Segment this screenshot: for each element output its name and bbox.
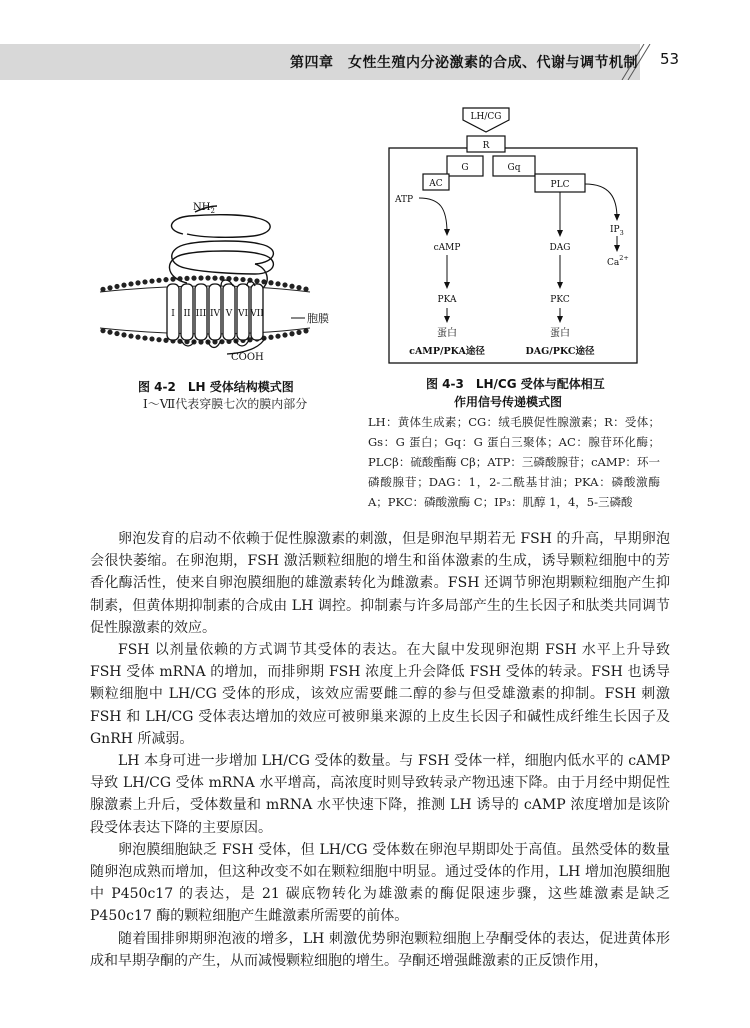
membrane-label: 胞膜 xyxy=(307,312,329,325)
lipid-head xyxy=(205,275,210,280)
figure-4-3-caption-line2: 作用信号传递模式图 xyxy=(454,395,563,409)
lipid-head xyxy=(163,277,168,282)
lipid-head xyxy=(121,332,126,337)
lipid-head xyxy=(128,281,133,286)
lipid-head xyxy=(135,280,140,285)
lipid-head xyxy=(156,337,161,342)
page-number: 53 xyxy=(660,50,680,68)
lipid-head xyxy=(254,278,259,283)
figure-4-2-subcaption: Ⅰ～Ⅶ代表穿膜七次的膜内部分 xyxy=(143,397,308,411)
g-protein-label: G xyxy=(461,163,469,173)
protein-left-label: 蛋白 xyxy=(437,328,457,339)
figure-4-2-lh-receptor-diagram xyxy=(95,188,355,368)
lipid-head xyxy=(135,335,140,340)
lipid-head xyxy=(107,285,112,290)
gq-protein-label: Gq xyxy=(507,163,521,173)
lipid-head xyxy=(233,276,238,281)
lipid-head xyxy=(170,277,175,282)
lipid-head xyxy=(282,282,287,287)
lipid-head xyxy=(100,328,105,333)
lipid-head xyxy=(100,287,105,292)
lipid-head xyxy=(142,335,147,340)
transmembrane-helices xyxy=(167,284,264,340)
figure-4-3-legend: LH：黄体生成素；CG：绒毛膜促性腺激素；R：受体；Gs：G 蛋白；Gq：G 蛋白三聚体；AC：腺苷环化酶；PLCβ：硫酸酯酶 Cβ；ATP：三磷酸腺苷；cAMP：环一磷酸腺苷；DAG：1，2-二酰基甘油；PKA：磷酸激酶 A；PKC：磷酸激酶 C；IP₃：肌醇 1，4，5-三磷酸 xyxy=(368,415,660,509)
lipid-head xyxy=(303,328,308,333)
helix-label-2: II xyxy=(183,309,191,319)
lipid-head xyxy=(121,283,126,288)
helix-label-3: III xyxy=(195,309,207,319)
lipid-head xyxy=(268,280,273,285)
figure-4-3-caption-line1: 图 4-3 LH/CG 受体与配体相互 xyxy=(426,377,605,391)
lipid-head xyxy=(156,278,161,283)
paragraph: 随着围排卵期卵泡液的增多，LH 刺激优势卵泡颗粒细胞上孕酮受体的表达，促进黄体形成和早期孕酮的产生，从而减慢颗粒细胞的增生。孕酮还增强雌激素的正反馈作用， xyxy=(90,930,670,969)
pka-label: PKA xyxy=(437,295,457,305)
helix-label-4: IV xyxy=(209,309,221,319)
pathway-left-label: cAMP/PKA途径 xyxy=(409,346,485,357)
figure-4-2-caption: 图 4-2 LH 受体结构模式图 xyxy=(138,380,294,394)
calcium-label: $Ca^{2+}$ xyxy=(607,254,629,268)
lipid-head xyxy=(184,276,189,281)
camp-label: cAMP xyxy=(433,243,461,253)
lipid-head xyxy=(275,281,280,286)
helix-label-5: V xyxy=(225,309,233,319)
lipid-head xyxy=(296,285,301,290)
lipid-head xyxy=(128,333,133,338)
lipid-head xyxy=(198,275,203,280)
lipid-head xyxy=(107,330,112,335)
ac-label: AC xyxy=(429,179,443,189)
pathway-right-label: DAG/PKC途径 xyxy=(525,346,595,357)
lhcg-label: LH/CG xyxy=(470,112,502,122)
lipid-head xyxy=(149,336,154,341)
lipid-head xyxy=(177,276,182,281)
lipid-head xyxy=(212,276,217,281)
body-text xyxy=(90,528,670,972)
figure-4-3-signalling-diagram xyxy=(385,98,645,370)
protein-right-label: 蛋白 xyxy=(550,328,570,339)
plc-label: PLC xyxy=(550,180,570,190)
lipid-head xyxy=(240,277,245,282)
lipid-head xyxy=(268,335,273,340)
lipid-head xyxy=(289,284,294,289)
lipid-head xyxy=(142,279,147,284)
helix-label-1: I xyxy=(171,309,175,319)
helix-label-7: VII xyxy=(250,309,264,319)
paragraph: 卵泡膜细胞缺乏 FSH 受体，但 LH/CG 受体数在卵泡早期即处于高值。虽然受体的数量随卵泡成熟而增加，但这种改变不如在颗粒细胞中明显。通过受体的作用，LH 增加泡膜细胞中 P450c17 的表达，是 21 碳底物转化为雄激素的酶促限速步骤，这些雄激素是缺乏 P450c17 酶的颗粒细胞产生雌激素所需要的前体。 xyxy=(90,841,670,925)
lipid-head xyxy=(289,331,294,336)
paragraph: FSH 以剂量依赖的方式调节其受体的表达。在大鼠中发现卵泡期 FSH 水平上升导致 FSH 受体 mRNA 的增加，而排卵期 FSH 浓度上升会降低 FSH 受体的转录。FSH 也诱导颗粒细胞中 LH/CG 受体的形成，该效应需要雌二醇的参与但受雄激素的抑制。FSH 刺激 FSH 和 LH/CG 受体表达增加的效应可被卵巢来源的上皮生长因子和碱性成纤维生长因子及 GnRH 所减弱。 xyxy=(90,642,670,747)
lipid-head xyxy=(261,279,266,284)
ip3-label: $IP_3$ xyxy=(610,225,624,237)
atp-label: ATP xyxy=(395,195,414,205)
lipid-head xyxy=(114,331,119,336)
cooh-label: COOH xyxy=(231,352,264,363)
lipid-head xyxy=(191,276,196,281)
extracellular-coil xyxy=(169,206,273,288)
dag-label: DAG xyxy=(549,243,571,253)
nh2-label: $NH_2$ xyxy=(193,202,215,215)
lipid-head xyxy=(149,278,154,283)
pkc-label: PKC xyxy=(550,295,570,305)
lipid-head xyxy=(296,330,301,335)
chapter-title: 第四章 女性生殖内分泌激素的合成、代谢与调节机制 xyxy=(290,55,638,71)
receptor-label: R xyxy=(482,141,490,151)
lipid-head xyxy=(282,332,287,337)
lipid-head xyxy=(275,334,280,339)
helix-label-6: VI xyxy=(237,309,249,319)
paragraph: LH 本身可进一步增加 LH/CG 受体的数量。与 FSH 受体一样，细胞内低水平的 cAMP 导致 LH/CG 受体 mRNA 水平增高，高浓度时则导致转录产物迅速下降。由于月经中期促性腺激素上升后，受体数量和 mRNA 水平快速下降，推测 LH 诱导的 cAMP 浓度增加是该阶段受体表达下降的主要原因。 xyxy=(90,753,670,836)
lipid-head xyxy=(303,287,308,292)
lipid-head xyxy=(114,284,119,289)
paragraph: 卵泡发育的启动不依赖于促性腺激素的刺激，但是卵泡早期若无 FSH 的升高，早期卵泡会很快萎缩。在卵泡期，FSH 激活颗粒细胞的增生和甾体激素的生成，诱导颗粒细胞中的芳香化酶活性，使来自卵泡膜细胞的雄激素转化为雌激素。FSH 还调节卵泡期颗粒细胞产生抑制素，但黄体期抑制素的合成由 LH 调控。抑制素与许多局部产生的生长因子和肽类共同调节促性腺激素的效应。 xyxy=(90,531,670,636)
